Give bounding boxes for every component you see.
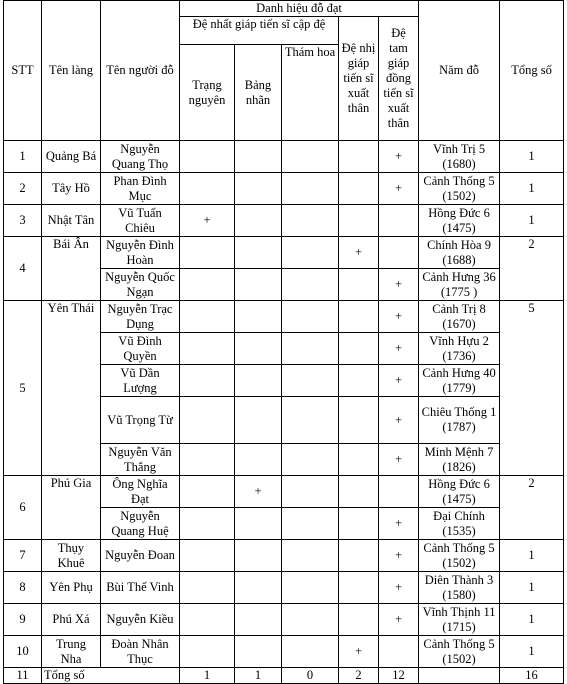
- trang-nguyen-cell: [180, 604, 235, 636]
- table-row: [4, 572, 564, 604]
- de-tam-cell: +: [379, 173, 419, 205]
- person-cell: Nguyễn Trạc Dụng: [101, 301, 180, 333]
- bang-nhan-cell: [235, 365, 282, 397]
- trang-nguyen-cell: [180, 141, 235, 173]
- de-tam-cell: [379, 205, 419, 237]
- graduates-table: [3, 0, 564, 684]
- tham-hoa-cell: [282, 540, 339, 572]
- stt-cell: 2: [4, 173, 42, 205]
- tham-hoa-cell: [282, 636, 339, 668]
- table-row: [4, 205, 564, 237]
- header-tham-hoa: Thám hoa: [282, 45, 339, 141]
- header-person: Tên người đỗ: [101, 1, 180, 141]
- de-nhi-cell: [339, 397, 379, 444]
- person-cell: Nguyễn Văn Thắng: [101, 444, 180, 476]
- person-cell: Nguyễn Quang Thọ: [101, 141, 180, 173]
- bang-nhan-cell: [235, 173, 282, 205]
- table-row: [4, 636, 564, 668]
- bang-nhan-cell: [235, 301, 282, 333]
- year-cell: Diên Thành 3 (1580): [419, 572, 500, 604]
- de-tam-cell: +: [379, 444, 419, 476]
- person-cell: Nguyễn Đình Hoàn: [101, 237, 180, 269]
- bang-nhan-cell: [235, 237, 282, 269]
- trang-nguyen-cell: [180, 301, 235, 333]
- total-cell: 1: [500, 604, 564, 636]
- bang-nhan-cell: [235, 508, 282, 540]
- stt-cell: 6: [4, 476, 42, 540]
- table-row: [4, 301, 564, 333]
- trang-nguyen-cell: [180, 508, 235, 540]
- trang-nguyen-cell: [180, 269, 235, 301]
- bang-nhan-cell: [235, 397, 282, 444]
- total-cell: 5: [500, 301, 564, 476]
- year-cell: Vĩnh Trị 5 (1680): [419, 141, 500, 173]
- bang-nhan-cell: [235, 604, 282, 636]
- de-nhi-total: 2: [339, 668, 379, 684]
- tham-hoa-cell: [282, 476, 339, 508]
- person-cell: Vũ Trọng Từ: [101, 397, 180, 444]
- trang-nguyen-cell: [180, 444, 235, 476]
- bang-nhan-cell: [235, 333, 282, 365]
- de-nhi-cell: [339, 333, 379, 365]
- bang-nhan-cell: [235, 444, 282, 476]
- tham-hoa-cell: [282, 301, 339, 333]
- tham-hoa-cell: [282, 365, 339, 397]
- totals-label: Tổng số: [42, 668, 180, 684]
- de-tam-cell: [379, 476, 419, 508]
- village-cell: Thụy Khuê: [42, 540, 101, 572]
- person-cell: Nguyễn Quang Huệ: [101, 508, 180, 540]
- tham-hoa-cell: [282, 269, 339, 301]
- person-cell: Bùi Thế Vinh: [101, 572, 180, 604]
- trang-nguyen-cell: [180, 476, 235, 508]
- tham-hoa-cell: [282, 173, 339, 205]
- stt-cell: 4: [4, 237, 42, 301]
- table-row: [4, 604, 564, 636]
- total-cell: 2: [500, 237, 564, 301]
- header-stt: STT: [4, 1, 42, 141]
- stt-cell: 1: [4, 141, 42, 173]
- table-row: [4, 141, 564, 173]
- person-cell: Vũ Tuấn Chiêu: [101, 205, 180, 237]
- de-tam-cell: +: [379, 604, 419, 636]
- header-total: Tổng số: [500, 1, 564, 141]
- trang-nguyen-cell: [180, 333, 235, 365]
- village-cell: Trung Nha: [42, 636, 101, 668]
- person-cell: Nguyễn Đoan: [101, 540, 180, 572]
- year-cell: Cảnh Trị 8 (1670): [419, 301, 500, 333]
- de-nhi-cell: [339, 301, 379, 333]
- de-tam-cell: [379, 237, 419, 269]
- bang-nhan-cell: [235, 572, 282, 604]
- de-tam-cell: +: [379, 572, 419, 604]
- bang-nhan-cell: [235, 269, 282, 301]
- year-cell: Cảnh Thống 5 (1502): [419, 540, 500, 572]
- header-first-class-group: Đệ nhất giáp tiến sĩ cập đệ: [180, 17, 339, 45]
- grand-total: 16: [500, 668, 564, 684]
- table-row: [4, 540, 564, 572]
- year-cell: Chiêu Thống 1 (1787): [419, 397, 500, 444]
- year-cell: Vĩnh Thịnh 11 (1715): [419, 604, 500, 636]
- de-nhi-cell: [339, 444, 379, 476]
- stt-cell: 11: [4, 668, 42, 684]
- stt-cell: 8: [4, 572, 42, 604]
- total-cell: 1: [500, 540, 564, 572]
- tham-hoa-cell: [282, 333, 339, 365]
- de-nhi-cell: [339, 173, 379, 205]
- table-row: [4, 476, 564, 508]
- de-nhi-cell: [339, 508, 379, 540]
- de-tam-cell: +: [379, 301, 419, 333]
- tham-hoa-cell: [282, 444, 339, 476]
- header-trang-nguyen: Trạng nguyên: [180, 45, 235, 141]
- stt-cell: 5: [4, 301, 42, 476]
- person-cell: Phan Đình Mục: [101, 173, 180, 205]
- trang-nguyen-cell: +: [180, 205, 235, 237]
- header-village: Tên làng: [42, 1, 101, 141]
- tham-hoa-cell: [282, 572, 339, 604]
- header-de-nhi: Đệ nhị giáp tiến sĩ xuất thân: [339, 17, 379, 141]
- de-nhi-cell: [339, 269, 379, 301]
- de-tam-cell: +: [379, 333, 419, 365]
- de-nhi-cell: +: [339, 237, 379, 269]
- trang-nguyen-total: 1: [180, 668, 235, 684]
- year-cell: Hồng Đức 6 (1475): [419, 476, 500, 508]
- de-nhi-cell: [339, 476, 379, 508]
- bang-nhan-cell: [235, 636, 282, 668]
- tham-hoa-cell: [282, 237, 339, 269]
- bang-nhan-total: 1: [235, 668, 282, 684]
- total-cell: 1: [500, 205, 564, 237]
- year-cell: Đại Chính (1535): [419, 508, 500, 540]
- year-cell: Vĩnh Hựu 2 (1736): [419, 333, 500, 365]
- person-cell: Đoàn Nhân Thục: [101, 636, 180, 668]
- bang-nhan-cell: [235, 540, 282, 572]
- total-cell: 2: [500, 476, 564, 540]
- header-bang-nhan: Bảng nhãn: [235, 45, 282, 141]
- person-cell: Vũ Dần Lượng: [101, 365, 180, 397]
- stt-cell: 9: [4, 604, 42, 636]
- trang-nguyen-cell: [180, 173, 235, 205]
- village-cell: Nhật Tân: [42, 205, 101, 237]
- year-cell: Cảnh Thống 5 (1502): [419, 636, 500, 668]
- total-cell: 1: [500, 636, 564, 668]
- year-cell: Minh Mệnh 7 (1826): [419, 444, 500, 476]
- de-nhi-cell: +: [339, 636, 379, 668]
- totals-row: [4, 668, 564, 684]
- village-cell: Quảng Bá: [42, 141, 101, 173]
- tham-hoa-cell: [282, 508, 339, 540]
- de-nhi-cell: [339, 141, 379, 173]
- person-cell: Vũ Đình Quyền: [101, 333, 180, 365]
- de-tam-cell: +: [379, 365, 419, 397]
- village-cell: Bái Ân: [42, 237, 101, 301]
- village-cell: Yên Phụ: [42, 572, 101, 604]
- village-cell: Yên Thái: [42, 301, 101, 476]
- total-cell: 1: [500, 572, 564, 604]
- stt-cell: 7: [4, 540, 42, 572]
- stt-cell: 3: [4, 205, 42, 237]
- trang-nguyen-cell: [180, 365, 235, 397]
- de-tam-cell: +: [379, 540, 419, 572]
- de-tam-cell: +: [379, 397, 419, 444]
- trang-nguyen-cell: [180, 397, 235, 444]
- tham-hoa-cell: [282, 141, 339, 173]
- tham-hoa-cell: [282, 604, 339, 636]
- person-cell: Nguyễn Kiều: [101, 604, 180, 636]
- de-nhi-cell: [339, 572, 379, 604]
- person-cell: Ông Nghĩa Đạt: [101, 476, 180, 508]
- de-nhi-cell: [339, 205, 379, 237]
- header-de-tam: Đệ tam giáp đồng tiến sĩ xuất thân: [379, 17, 419, 141]
- table-row: [4, 237, 564, 269]
- total-cell: 1: [500, 141, 564, 173]
- header-year: Năm đỗ: [419, 1, 500, 141]
- year-cell: Hồng Đức 6 (1475): [419, 205, 500, 237]
- trang-nguyen-cell: [180, 237, 235, 269]
- de-tam-cell: +: [379, 508, 419, 540]
- trang-nguyen-cell: [180, 540, 235, 572]
- tham-hoa-total: 0: [282, 668, 339, 684]
- de-nhi-cell: [339, 604, 379, 636]
- de-tam-cell: +: [379, 141, 419, 173]
- year-cell: Cảnh Hưng 36 (1775 ): [419, 269, 500, 301]
- trang-nguyen-cell: [180, 572, 235, 604]
- year-total: [419, 668, 500, 684]
- de-tam-cell: [379, 636, 419, 668]
- header-title-group: Danh hiệu đỗ đạt: [180, 1, 419, 17]
- bang-nhan-cell: +: [235, 476, 282, 508]
- tham-hoa-cell: [282, 205, 339, 237]
- de-tam-cell: +: [379, 269, 419, 301]
- year-cell: Chính Hòa 9 (1688): [419, 237, 500, 269]
- tham-hoa-cell: [282, 397, 339, 444]
- bang-nhan-cell: [235, 141, 282, 173]
- de-tam-total: 12: [379, 668, 419, 684]
- person-cell: Nguyễn Quốc Ngạn: [101, 269, 180, 301]
- trang-nguyen-cell: [180, 636, 235, 668]
- table-row: [4, 173, 564, 205]
- village-cell: Tây Hồ: [42, 173, 101, 205]
- year-cell: Cảnh Hưng 40 (1779): [419, 365, 500, 397]
- total-cell: 1: [500, 173, 564, 205]
- de-nhi-cell: [339, 540, 379, 572]
- year-cell: Cảnh Thống 5 (1502): [419, 173, 500, 205]
- bang-nhan-cell: [235, 205, 282, 237]
- village-cell: Phú Gia: [42, 476, 101, 540]
- de-nhi-cell: [339, 365, 379, 397]
- stt-cell: 10: [4, 636, 42, 668]
- village-cell: Phú Xá: [42, 604, 101, 636]
